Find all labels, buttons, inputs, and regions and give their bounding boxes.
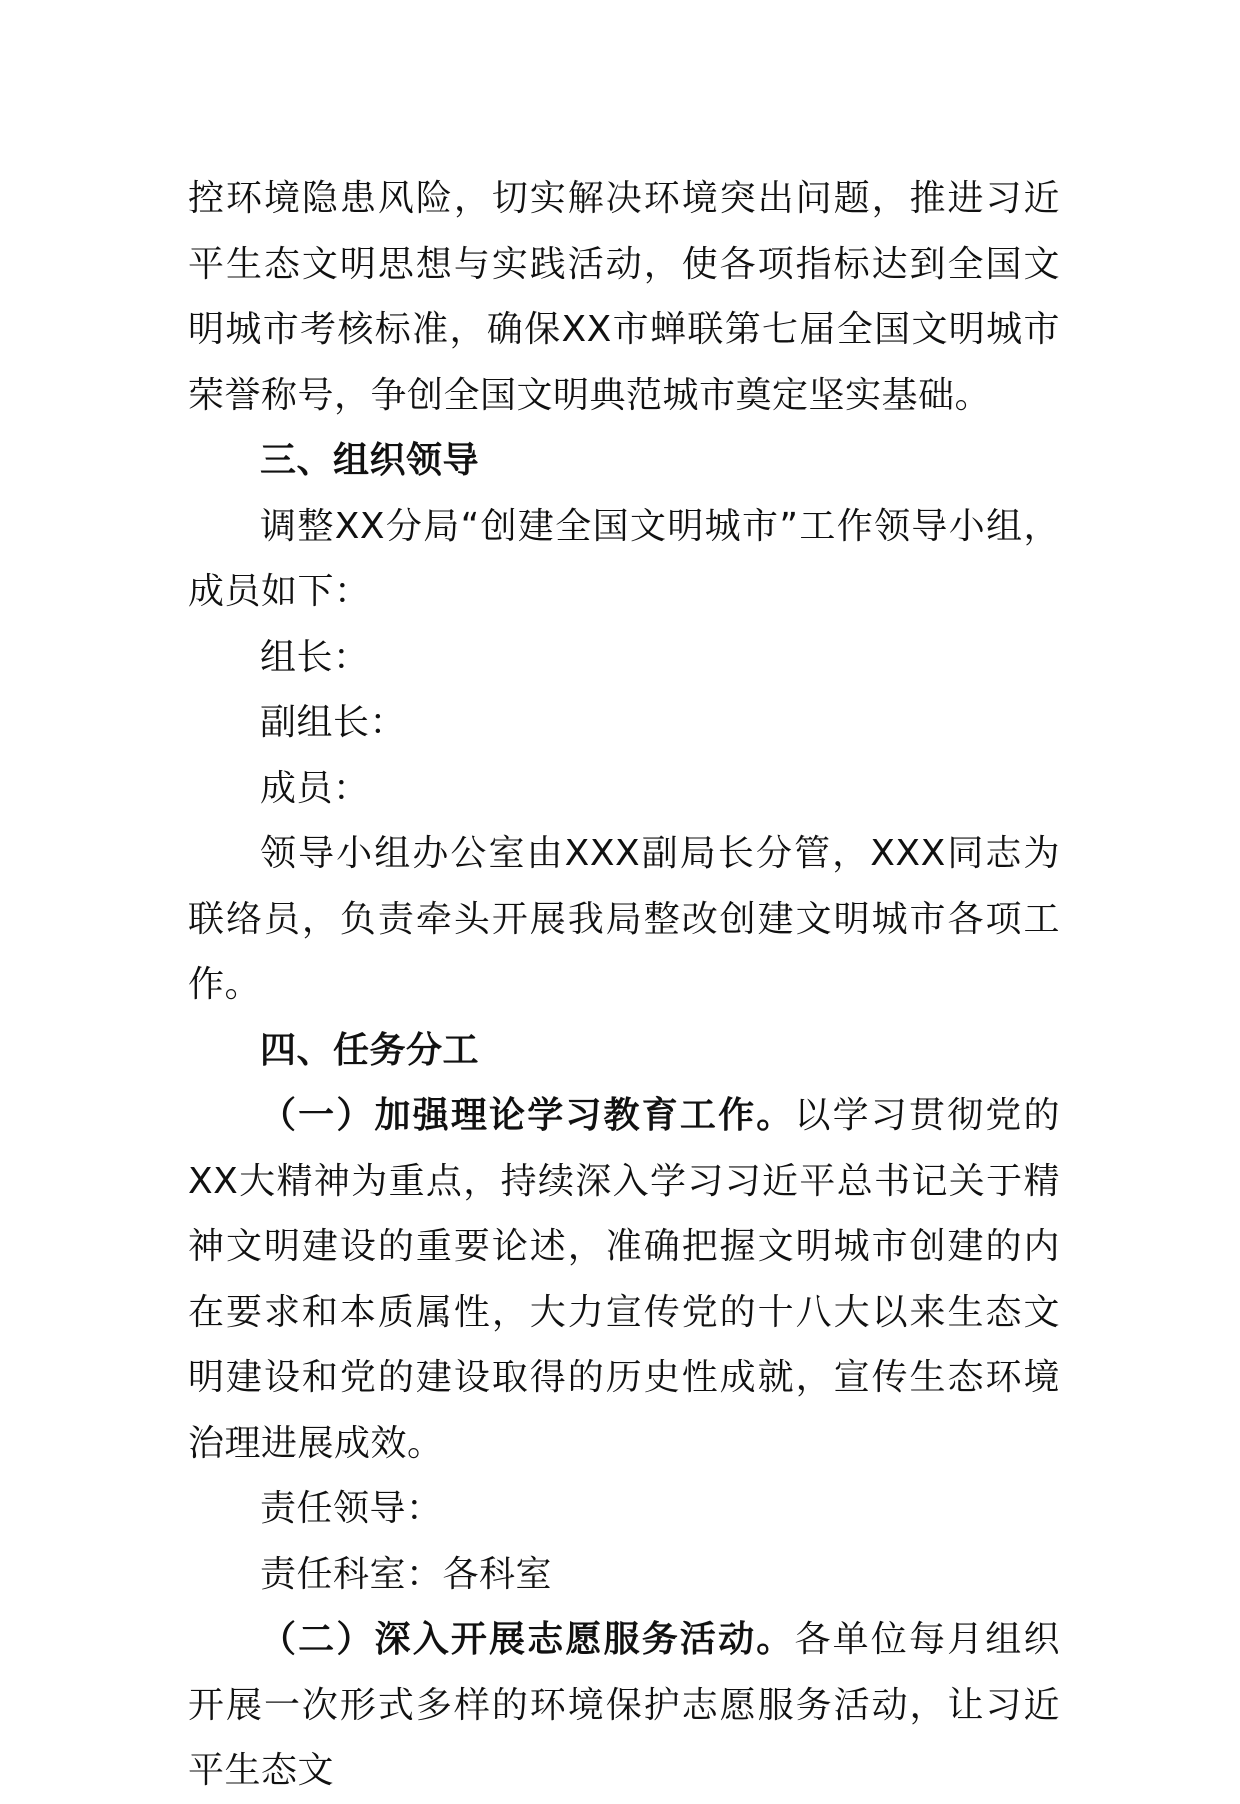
task-item-2-body: 各单位每月组织开展一次形式多样的环境保护志愿服务活动，让习近平生态文 [188, 1619, 1060, 1791]
task-item-1-responsible-leader: 责任领导： [260, 1488, 443, 1529]
task-item-1-body: 以学习贯彻党的XX大精神为重点，持续深入学习习近平总书记关于精神文明建设的重要论述，准确把握文明城市创建的内在要求和本质属性，大力宣传党的十八大以来生态文明建设和党的建设取得的历史性成就，宣传生态环境治理进展成效。 [188, 1095, 1060, 1464]
paragraph-goals-continued: 控环境隐患风险，切实解决环境突出问题，推进习近平生态文明思想与实践活动，使各项指标达到全国文明城市考核标准，确保XX市蝉联第七届全国文明城市荣誉称号，争创全国文明典范城市奠定坚实基础。 [188, 178, 1060, 416]
role-deputy-leader: 副组长： [260, 702, 407, 743]
role-members: 成员： [260, 767, 370, 809]
role-group-leader: 组长： [260, 636, 370, 678]
task-item-1-responsible-office: 责任科室：各科室 [260, 1553, 553, 1595]
document-page [188, 166, 1060, 1804]
section-heading-organization: 三、组织领导 [260, 440, 480, 481]
task-item-1-title: （一）加强理论学习教育工作。 [260, 1095, 795, 1136]
task-item-2 [188, 1607, 1060, 1804]
paragraph-office: 领导小组办公室由XXX副局长分管，XXX同志为联络员，负责牵头开展我局整改创建文明城市各项工作。 [188, 833, 1060, 1005]
section-heading-task-division: 四、任务分工 [260, 1029, 480, 1071]
task-item-2-title: （二）深入开展志愿服务活动。 [260, 1619, 795, 1660]
task-item-1 [188, 1083, 1060, 1476]
paragraph-leading-group: 调整XX分局“创建全国文明城市”工作领导小组，成员如下： [188, 505, 1060, 612]
